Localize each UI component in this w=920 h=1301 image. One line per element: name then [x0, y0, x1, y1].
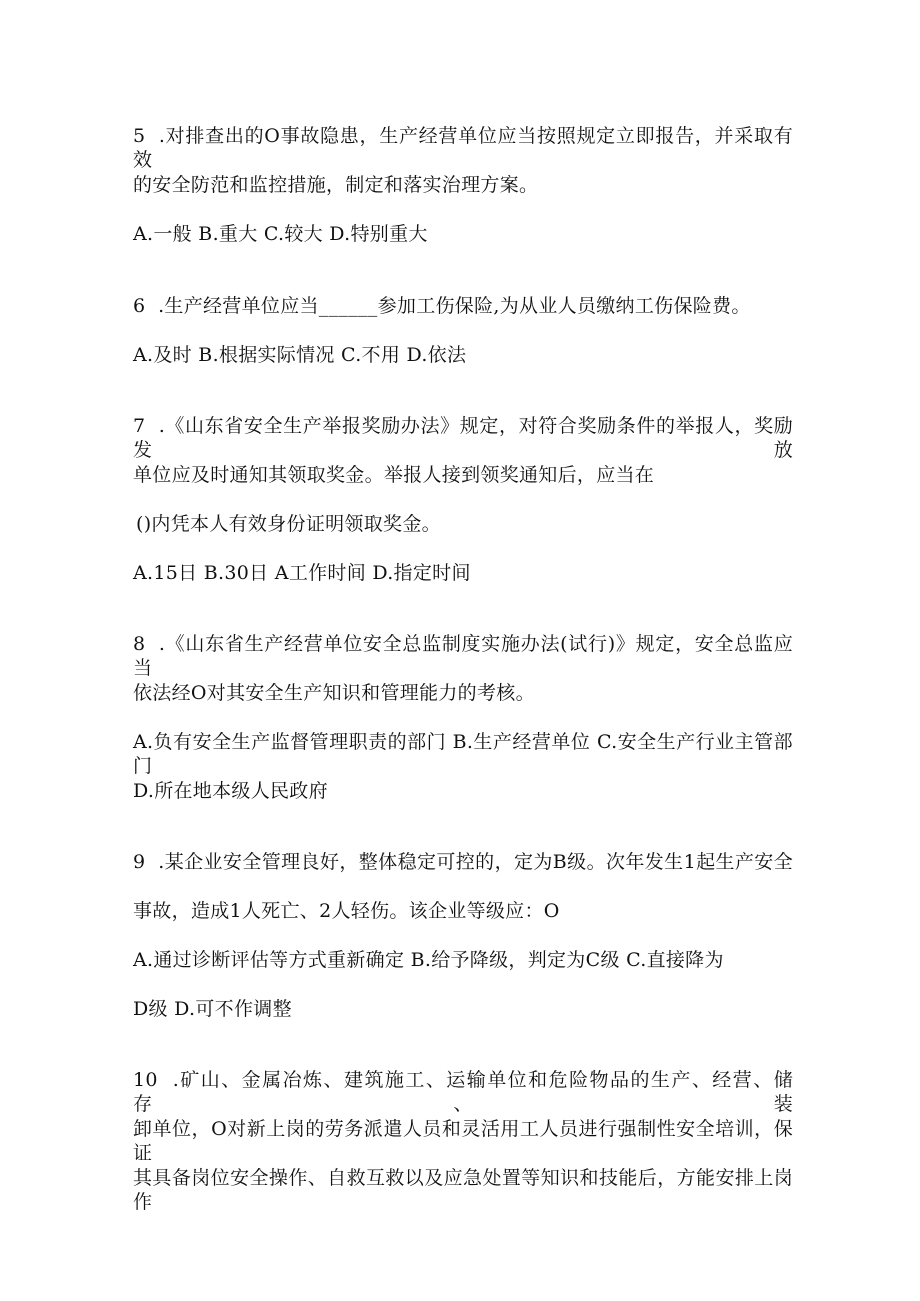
question-9-options-line-2: D级 D.可不作调整 [133, 998, 292, 1020]
question-8-text-line-2: 依法经O对其安全生产知识和管理能力的考核。 [133, 682, 535, 704]
question-7-text-line-1: 7 .《山东省安全生产举报奖励办法》规定，对符合奖励条件的举报人，奖励发放 [133, 415, 793, 461]
question-5-text-line-2: 的安全防范和监控措施，制定和落实治理方案。 [133, 174, 539, 196]
question-8-options-line-1: A.负有安全生产监督管理职责的部门 B.生产经营单位 C.安全生产行业主管部门 [133, 731, 793, 777]
question-7-text-line-2: 单位应及时通知其领取奖金。举报人接到领奖通知后，应当在 [133, 464, 655, 486]
question-6-options: A.及时 B.根据实际情况 C.不用 D.依法 [133, 344, 467, 366]
question-5-text-line-1: 5 .对排查出的O事故隐患，生产经营单位应当按照规定立即报告，并采取有效 [133, 125, 793, 171]
question-7-text-line-3: ()内凭本人有效身份证明领取奖金。 [136, 513, 441, 535]
question-10-text-line-3: 其具备岗位安全操作、自救互救以及应急处置等知识和技能后，方能安排上岗作 [133, 1167, 793, 1213]
question-10-text-line-1: 10 .矿山、金属冶炼、建筑施工、运输单位和危险物品的生产、经营、储存、装 [133, 1069, 793, 1115]
question-10-text-line-2: 卸单位，O对新上岗的劳务派遣人员和灵活用工人员进行强制性安全培训，保证 [133, 1118, 793, 1164]
question-9-options-line-1: A.通过诊断评估等方式重新确定 B.给予降级，判定为C级 C.直接降为 [133, 949, 724, 971]
question-9-text-line-1: 9 .某企业安全管理良好，整体稳定可控的，定为B级。次年发生1起生产安全 [133, 851, 793, 873]
question-6-text: 6 .生产经营单位应当______参加工伤保险,为从业人员缴纳工伤保险费。 [133, 295, 751, 317]
question-7-options: A.15日 B.30日 A工作时间 D.指定时间 [133, 562, 471, 584]
question-8-text-line-1: 8 .《山东省生产经营单位安全总监制度实施办法(试行)》规定，安全总监应当 [133, 633, 793, 679]
question-8-options-line-2: D.所在地本级人民政府 [133, 780, 328, 802]
question-9-text-line-2: 事故，造成1人死亡、2人轻伤。该企业等级应：O [133, 900, 560, 922]
question-5-options: A.一般 B.重大 C.较大 D.特别重大 [133, 223, 428, 245]
